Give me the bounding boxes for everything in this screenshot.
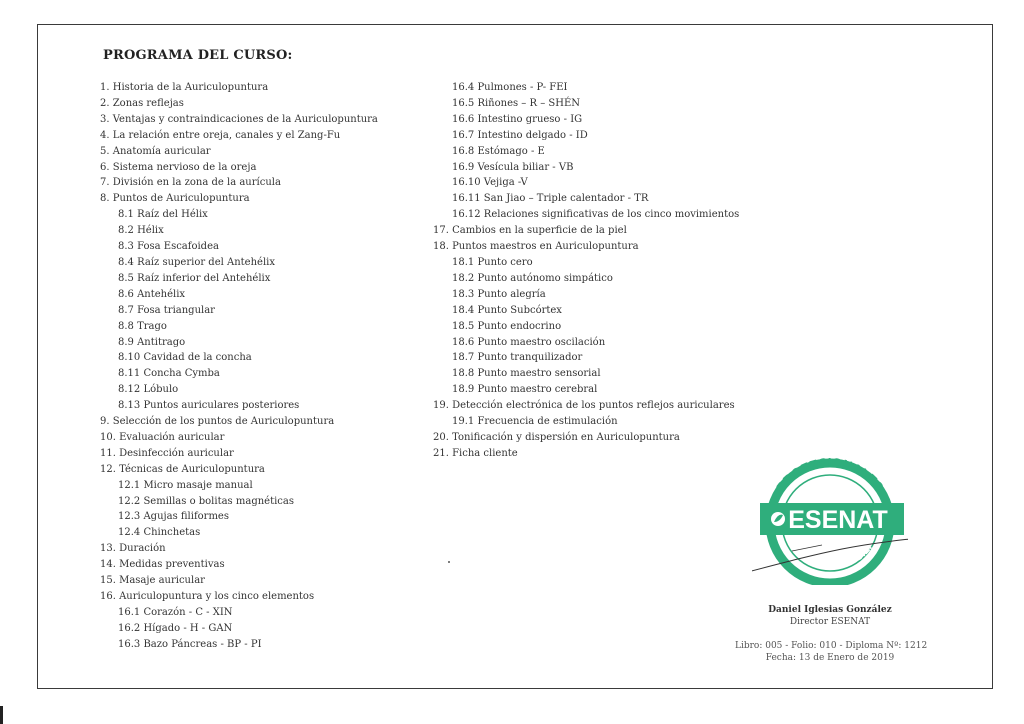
syllabus-subitem: 8.12 Lóbulo (118, 384, 179, 396)
syllabus-item: 8. Puntos de Auriculopuntura (100, 193, 250, 205)
syllabus-subitem: 16.1 Corazón - C - XIN (118, 606, 233, 618)
syllabus-subitem: 16.3 Bazo Páncreas - BP - PI (118, 638, 262, 650)
syllabus-subitem: 18.7 Punto tranquilizador (452, 352, 583, 364)
syllabus-item: 15. Masaje auricular (100, 575, 205, 587)
syllabus-subitem: 8.11 Concha Cymba (118, 368, 220, 380)
syllabus-item: 7. División en la zona de la aurícula (100, 177, 281, 189)
syllabus-item: 13. Duración (100, 543, 166, 555)
syllabus-item: 1. Historia de la Auriculopuntura (100, 82, 269, 93)
stamp-bottom-text: DE LA SALUD S.L. (787, 541, 875, 573)
syllabus-item: 11. Desinfección auricular (100, 447, 234, 459)
syllabus-subitem: 8.6 Antehélix (118, 288, 186, 300)
syllabus-item: 20. Tonificación y dispersión en Auriculopuntura (433, 431, 680, 443)
syllabus-subitem: 12.3 Agujas filiformes (118, 511, 229, 523)
syllabus-subitem: 16.4 Pulmones - P- FEI (452, 82, 568, 93)
syllabus-item: 16. Auriculopuntura y los cinco elementos (100, 591, 315, 602)
syllabus-item: 14. Medidas preventivas (100, 559, 225, 571)
syllabus-subitem: 16.5 Riñones – R – SHÉN (452, 97, 580, 109)
syllabus-subitem: 12.2 Semillas o bolitas magnéticas (118, 495, 294, 507)
syllabus-subitem: 18.9 Punto maestro cerebral (452, 384, 598, 396)
syllabus-subitem: 16.9 Vesícula biliar - VB (452, 161, 574, 173)
syllabus-item: 18. Puntos maestros en Auriculopuntura (433, 241, 639, 253)
syllabus-subitem: 8.13 Puntos auriculares posteriores (118, 400, 300, 412)
syllabus-item: 19. Detección electrónica de los puntos reflejos auriculares (433, 400, 735, 412)
syllabus-subitem: 18.6 Punto maestro oscilación (452, 336, 606, 348)
syllabus-subitem: 16.8 Estómago - E (452, 145, 545, 157)
speck (448, 561, 450, 563)
stamp-center-text: ESENAT (788, 506, 888, 534)
syllabus-subitem: 12.1 Micro masaje manual (118, 479, 253, 491)
syllabus-item: 17. Cambios en la superficie de la piel (433, 225, 627, 237)
syllabus-column-right (433, 80, 739, 462)
syllabus-item: 12. Técnicas de Auriculopuntura (100, 463, 265, 475)
syllabus-item: 9. Selección de los puntos de Auriculopuntura (100, 416, 335, 428)
stamp-top-text: PROFESIONALES (773, 454, 887, 495)
esenat-stamp (752, 445, 908, 585)
syllabus-item: 3. Ventajas y contraindicaciones de la Auriculopuntura (100, 113, 378, 125)
registry-date: Fecha: 13 de Enero de 2019 (765, 653, 895, 663)
syllabus-subitem: 8.3 Fosa Escafoidea (118, 241, 219, 253)
syllabus-subitem: 18.2 Punto autónomo simpático (452, 272, 613, 284)
syllabus-subitem: 18.5 Punto endocrino (452, 320, 562, 332)
syllabus-item: 2. Zonas reflejas (100, 97, 184, 109)
syllabus-subitem: 18.4 Punto Subcórtex (452, 304, 562, 316)
syllabus-subitem: 8.10 Cavidad de la concha (118, 352, 252, 364)
syllabus-subitem: 16.2 Hígado - H - GAN (118, 622, 233, 634)
syllabus-subitem: 18.3 Punto alegría (452, 288, 546, 300)
syllabus-subitem: 18.8 Punto maestro sensorial (452, 368, 601, 380)
signatory-role: Director ESENAT (789, 617, 871, 627)
syllabus-column-left (100, 80, 378, 653)
syllabus-subitem: 16.7 Intestino delgado - ID (452, 129, 588, 141)
syllabus-subitem: 16.12 Relaciones significativas de los cinco movimientos (452, 209, 740, 221)
syllabus-subitem: 8.2 Hélix (118, 225, 164, 237)
syllabus-subitem: 18.1 Punto cero (452, 256, 533, 268)
syllabus-subitem: 8.7 Fosa triangular (118, 304, 215, 316)
page-title: PROGRAMA DEL CURSO: (103, 48, 293, 63)
syllabus-subitem: 8.9 Antitrago (118, 336, 186, 348)
scan-edge-mark (0, 706, 3, 724)
syllabus-item: 21. Ficha cliente (433, 447, 518, 459)
syllabus-subitem: 8.4 Raíz superior del Antehélix (118, 256, 275, 268)
syllabus-item: 4. La relación entre oreja, canales y el Zang-Fu (100, 129, 341, 141)
syllabus-subitem: 8.5 Raíz inferior del Antehélix (118, 272, 271, 284)
syllabus-subitem: 19.1 Frecuencia de estimulación (452, 416, 618, 428)
syllabus-subitem: 12.4 Chinchetas (118, 527, 201, 539)
registry-line: Libro: 005 - Folio: 010 - Diploma Nº: 1212 (735, 641, 928, 651)
signatory-name: Daniel Iglesias González (768, 605, 892, 615)
syllabus-subitem: 8.8 Trago (118, 320, 167, 332)
syllabus-item: 6. Sistema nervioso de la oreja (100, 161, 257, 173)
syllabus-item: 5. Anatomía auricular (100, 145, 211, 157)
syllabus-subitem: 8.1 Raíz del Hélix (118, 209, 208, 221)
syllabus-subitem: 16.11 San Jiao – Triple calentador - TR (452, 193, 649, 205)
syllabus-subitem: 16.6 Intestino grueso - IG (452, 113, 583, 125)
syllabus-subitem: 16.10 Vejiga -V (452, 177, 528, 189)
syllabus-item: 10. Evaluación auricular (100, 431, 225, 443)
